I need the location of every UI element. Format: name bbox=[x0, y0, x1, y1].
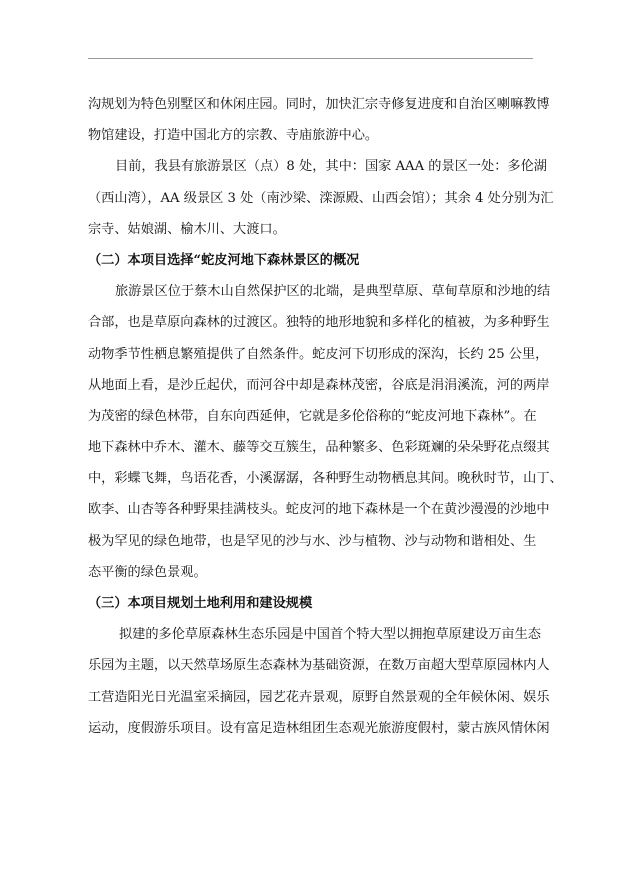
text-line: 运动，度假游乐项目。设有富足造林组团生态观光旅游度假村，蒙古族风情休闲 bbox=[88, 720, 550, 736]
text-line: 拟建的多伦草原森林生态乐园是中国首个特大型以拥抱草原建设万亩生态 bbox=[119, 627, 541, 643]
text-line: 宗寺、姑娘湖、榆木川、大渡口。 bbox=[88, 221, 286, 237]
text-line: 乐园为主题，以天然草场原生态森林为基础资源，在数万亩超大型草原园林内人 bbox=[88, 658, 550, 674]
text-line: 欧李、山杏等各种野果挂满枝头。蛇皮河的地下森林是一个在黄沙漫漫的沙地中 bbox=[88, 502, 550, 518]
text-line: 极为罕见的绿色地带，也是罕见的沙与水、沙与植物、沙与动物和谐相处、生 bbox=[88, 533, 537, 549]
text-line: （西山湾），AA 级景区 3 处（南沙梁、滦源殿、山西会馆）；其余 4 处分别为汇 bbox=[88, 190, 554, 206]
text-line: 旅游景区位于蔡木山自然保护区的北端，是典型草原、草甸草原和沙地的结 bbox=[115, 284, 551, 300]
text-line: 态平衡的绿色景观。 bbox=[88, 564, 207, 580]
header-rule bbox=[88, 58, 533, 59]
text-line: 目前，我县有旅游景区（点）8 处，其中：国家 AAA 的景区一处：多伦湖 bbox=[115, 159, 547, 175]
text-line: 从地面上看，是沙丘起伏，而河谷中却是森林茂密，谷底是涓涓溪流，河的两岸 bbox=[88, 377, 550, 393]
text-line: 工营造阳光日光温室采摘园，园艺花卉景观，原野自然景观的全年候休闲、娱乐 bbox=[88, 689, 550, 705]
text-line: 沟规划为特色别墅区和休闲庄园。同时，加快汇宗寺修复进度和自治区喇嘛教博 bbox=[88, 97, 550, 112]
section-heading-3: （三）本项目规划土地利用和建设规模 bbox=[88, 596, 313, 611]
text-line: 中，彩蝶飞舞，鸟语花香，小溪潺潺，各种野生动物栖息其间。晚秋时节，山丁、 bbox=[88, 471, 563, 487]
text-line: 动物季节性栖息繁殖提供了自然条件。蛇皮河下切形成的深沟，长约 25 公里， bbox=[88, 346, 549, 362]
text-line: 物馆建设，打造中国北方的宗教、寺庙旅游中心。 bbox=[88, 128, 379, 144]
text-line: 合部，也是草原向森林的过渡区。独特的地形地貌和多样化的植被，为多种野生 bbox=[88, 315, 550, 331]
document-body bbox=[88, 89, 563, 744]
section-heading-2: （二）本项目选择“蛇皮河地下森林景区的概况 bbox=[88, 252, 360, 268]
text-line: 为茂密的绿色林带，自东向西延伸，它就是多伦俗称的“蛇皮河地下森林”。在 bbox=[88, 408, 537, 424]
text-line: 地下森林中乔木、灌木、藤等交互簇生，品种繁多、色彩斑斓的朵朵野花点缀其 bbox=[88, 440, 550, 456]
